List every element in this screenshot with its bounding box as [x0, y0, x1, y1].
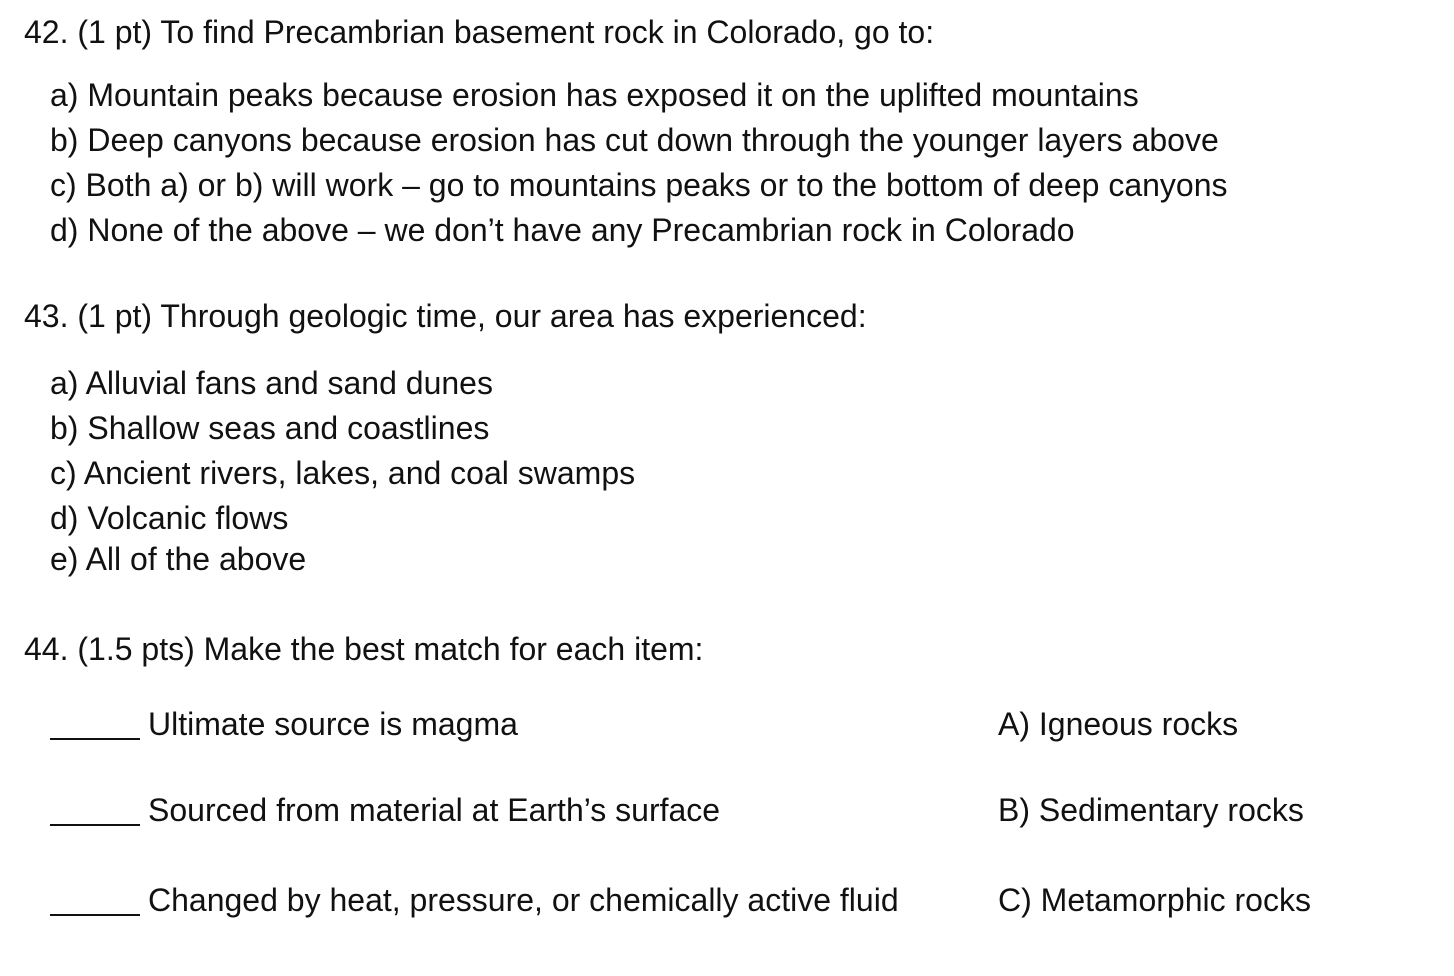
question-43-title: 43. (1 pt) Through geologic time, our area has experienced: [24, 298, 867, 334]
question-43-option-a: a) Alluvial fans and sand dunes [50, 365, 493, 401]
match-answer-1: A) Igneous rocks [998, 706, 1239, 742]
question-42-option-d: d) None of the above – we don’t have any Precambrian rock in Colorado [50, 212, 1075, 248]
question-43-option-c: c) Ancient rivers, lakes, and coal swamps [50, 455, 636, 491]
match-row-1 [50, 702, 1430, 746]
answer-blank-2[interactable] [50, 788, 140, 826]
match-row-2 [50, 788, 1430, 832]
match-answer-2: B) Sedimentary rocks [998, 792, 1304, 828]
match-item-1: Ultimate source is magma [148, 706, 518, 742]
match-row-3 [50, 878, 1430, 922]
question-43-option-d: d) Volcanic flows [50, 500, 289, 536]
match-item-3: Changed by heat, pressure, or chemically active fluid [148, 882, 899, 918]
answer-blank-3[interactable] [50, 878, 140, 916]
match-answer-3: C) Metamorphic rocks [998, 882, 1311, 918]
question-43-option-e: e) All of the above [50, 541, 307, 577]
question-42-option-a: a) Mountain peaks because erosion has exposed it on the uplifted mountains [50, 77, 1139, 113]
answer-blank-1[interactable] [50, 702, 140, 740]
question-42-option-c: c) Both a) or b) will work – go to mountains peaks or to the bottom of deep canyons [50, 167, 1228, 203]
question-42-option-b: b) Deep canyons because erosion has cut down through the younger layers above [50, 122, 1219, 158]
match-item-2: Sourced from material at Earth’s surface [148, 792, 721, 828]
question-44-title: 44. (1.5 pts) Make the best match for each item: [24, 631, 704, 667]
question-43-option-b: b) Shallow seas and coastlines [50, 410, 490, 446]
question-42-title: 42. (1 pt) To find Precambrian basement rock in Colorado, go to: [24, 14, 935, 50]
